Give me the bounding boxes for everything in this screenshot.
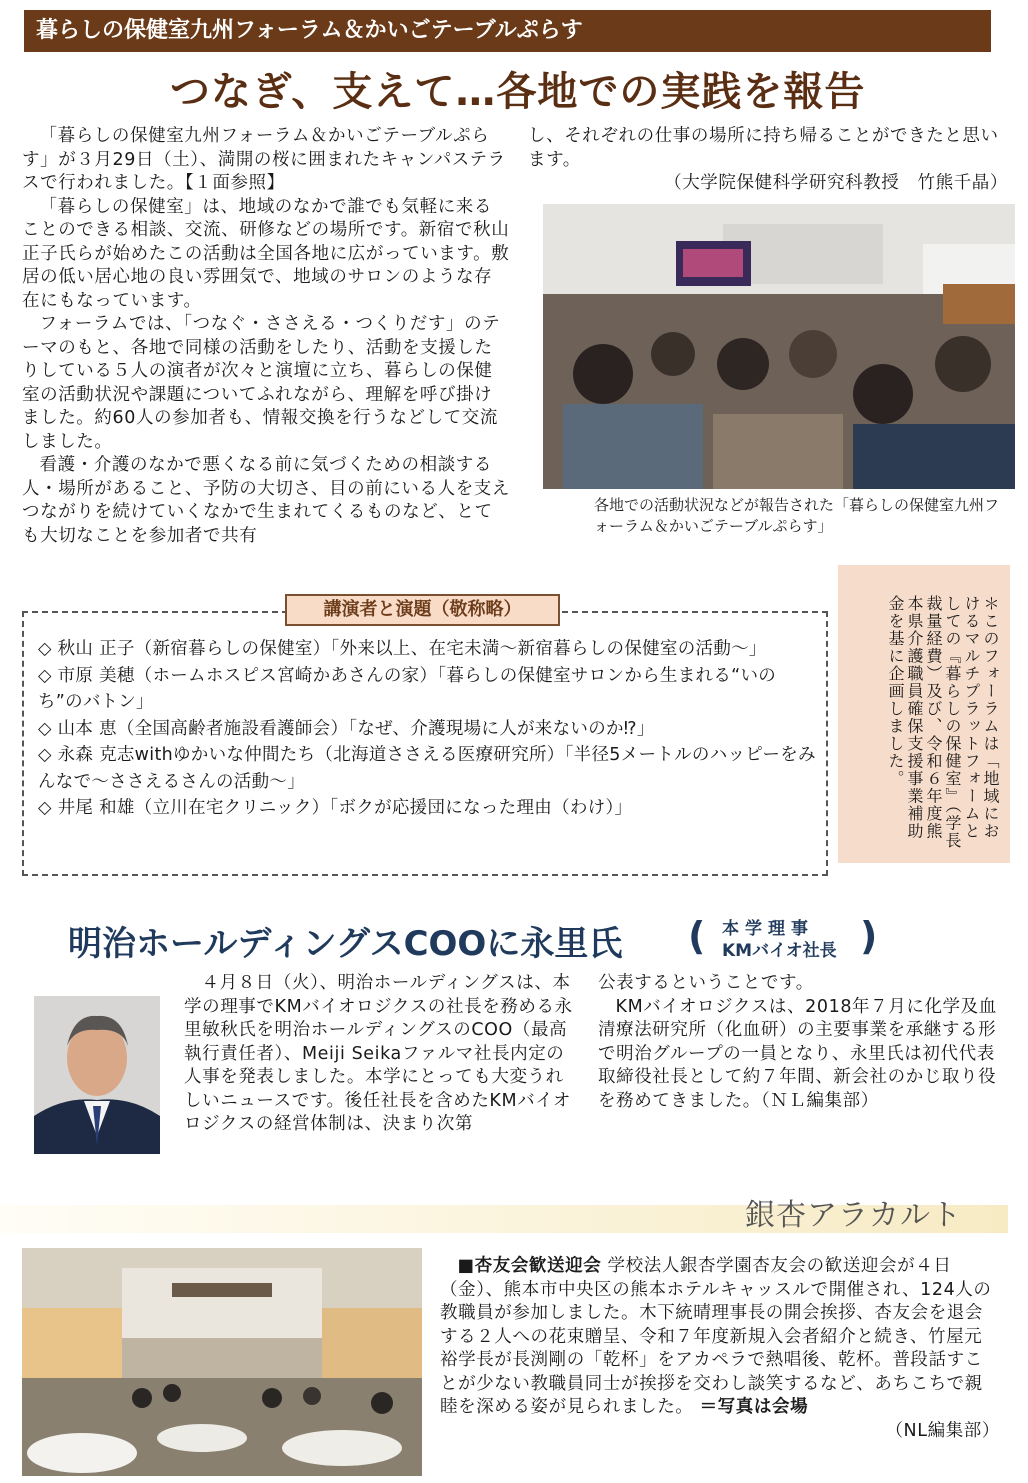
article1-paragraph: 「暮らしの保健室九州フォーラム＆かいごテーブルぷらす」が３月29日（土）、満開の桜に囲まれたキャンパステラスで行われました。【１面参照】: [22, 126, 506, 193]
article1-paragraph: 看護・介護のなかで悪くなる前に気づくための相談する人・場所があること、予防の大切さ、目の前にいる人を支えつながりを続けていくなかで生まれてくるものなど、とても大切なことを参加者で共有: [22, 455, 510, 546]
article1-paragraph: フォーラムでは、「つなぐ・ささえる・つくりだす」のテーマのもと、各地で同様の活動をしたり、活動を支援したりしている５人の演者が次々と演壇に立ち、暮らしの保健室の活動状況や課題についてふれながら、理解を呼び掛けました。約60人の参加者も、情報交換を行うなどして交流しました。: [22, 314, 501, 452]
forum-photo: [543, 204, 1015, 489]
article1-continuation: し、それぞれの仕事の場所に持ち帰ることができたと思います。: [528, 126, 999, 170]
kyoyukai-byline: （NL編集部）: [885, 1420, 1000, 1441]
kyoyukai-photo-note: ＝写真は会場: [699, 1397, 809, 1417]
speaker-item: ◇ 井尾 和雄（立川在宅クリニック）「ボクが応援団になった理由（わけ）」: [38, 798, 633, 818]
banquet-photo: [22, 1248, 422, 1476]
article2-right-p1: 公表するということです。: [598, 973, 814, 993]
article2-headline: 明治ホールディングスCOOに永里氏: [68, 924, 623, 964]
article1-left-column: [22, 125, 510, 548]
article1-paragraph: 「暮らしの保健室」は、地域のなかで誰でも気軽に来ることのできる相談、交流、研修などの場所です。新宿で秋山正子氏らが始めたこの活動は全国各地に広がっています。敷居の低い居心地の良い雰囲気で、地域のサロンのような存在にもなっています。: [22, 196, 510, 311]
headline-subtitle-role: 本学理事: [722, 919, 814, 939]
speakers-list: [38, 636, 818, 822]
article2-left-column: [184, 972, 580, 1137]
headline-paren-close: ): [860, 914, 878, 958]
article1-byline: （大学院保健科学研究科教授 竹熊千晶）: [664, 173, 1008, 193]
article2-left-text: ４月８日（火）、明治ホールディングスは、本学の理事でKMバイオロジクスの社長を務める永里敏秋氏を明治ホールディングスのCOO（最高執行責任者）、Meiji Seikaファルマ社長内定の人事を発表しました。本学にとっても大変うれしいニュースです。後任社長を含めたKMバイオロジクスの経営体制は、決まり次第: [184, 973, 573, 1134]
ginkgo-section-title: 銀杏アラカルト: [745, 1198, 962, 1233]
headline-paren-open: (: [688, 914, 706, 958]
speaker-item: ◇ 山本 恵（全国高齢者施設看護師会）「なぜ、介護現場に人が来ないのか⁉」: [38, 718, 655, 739]
kyoyukai-text: 学校法人銀杏学園杏友会の歓送迎会が４日（金）、熊本市中央区の熊本ホテルキャッスルで開催され、124人の教職員が参加しました。木下統晴理事長の開会挨拶、杏友会を退会する２人への花束贈呈、令和７年度新規入会者紹介と続き、竹屋元裕学長が長渕剛の「乾杯」をアカペラで熱唱後、乾杯。普段話すことが少ない教職員同士が挨拶を交わし談笑するなど、あちこちで親睦を深める姿が見られました。: [440, 1256, 992, 1417]
section-header-bar: 暮らしの保健室九州フォーラム＆かいごテーブルぷらす: [24, 10, 991, 52]
headline-subtitle-position: KMバイオ社長: [722, 941, 837, 961]
funding-note-box: [838, 565, 1010, 863]
speakers-box-title: 講演者と演題（敬称略）: [285, 594, 560, 626]
kyoyukai-lead: ■杏友会歓送迎会: [457, 1256, 602, 1276]
article-headline: つなぎ、支えて…各地での実践を報告: [170, 69, 866, 115]
article2-right-column: [598, 972, 998, 1113]
article2-right-p2: KMバイオロジクスは、2018年７月に化学及血清療法研究所（化血研）の主要事業を承継する形で明治グループの一員となり、永里氏は初代代表取締役社長として約７年間、新会社のかじ取り役を務めてきました。（ＮＬ編集部）: [598, 996, 997, 1111]
funding-note-text: ＊このフォーラムは「地域におけるマルチプラットフォームとしての『暮らしの保健室』（学長裁量経費）及び、令和６年度熊本県介護職員確保支援事業補助金を基に企画しました。: [886, 595, 1000, 850]
speaker-item: ◇ 永森 克志withゆかいな仲間たち（北海道ささえる医療研究所）「半径5メートルのハッピーをみんなで～ささえるさんの活動～」: [38, 745, 816, 792]
speaker-item: ◇ 市原 美穂（ホームホスピス宮崎かあさんの家）「暮らしの保健室サロンから生まれる“いのち”のバトン」: [38, 665, 777, 712]
portrait-photo: [34, 996, 160, 1154]
speaker-item: ◇ 秋山 正子（新宿暮らしの保健室）「外来以上、在宅未満～新宿暮らしの保健室の活動～」: [38, 639, 767, 659]
forum-photo-caption: 各地での活動状況などが報告された「暮らしの保健室九州フォーラム＆かいごテーブルぷらす」: [594, 496, 1000, 535]
article1-right-column: [528, 125, 1008, 196]
ginkgo-article: [440, 1255, 1000, 1443]
